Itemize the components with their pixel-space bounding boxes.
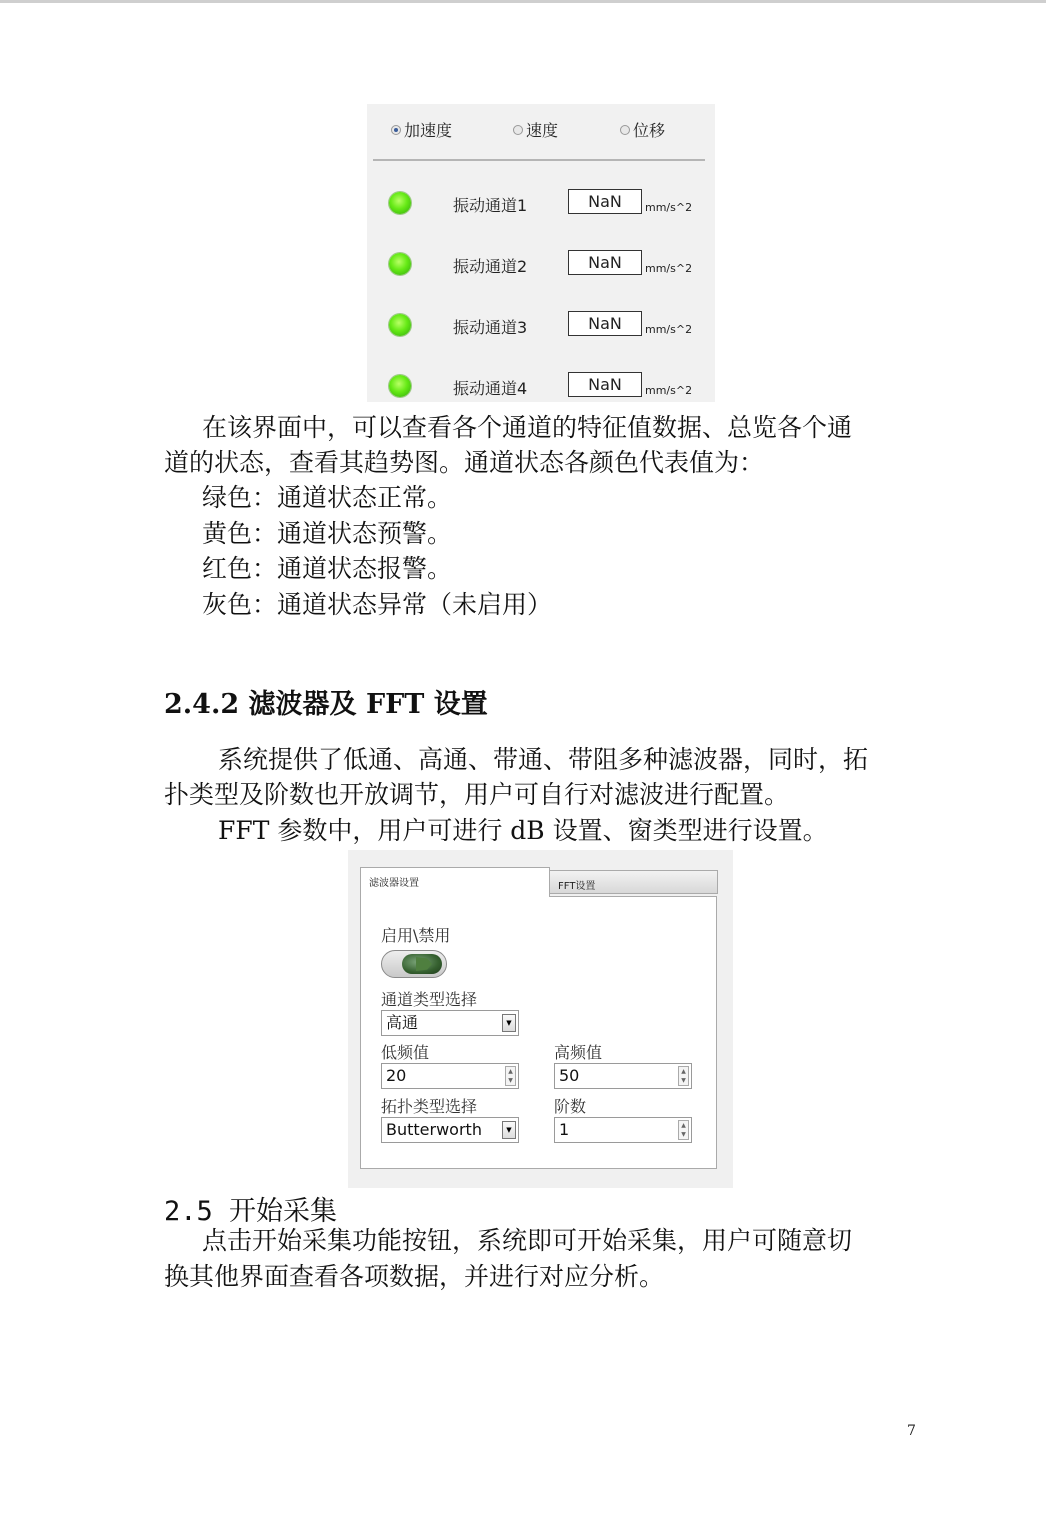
topology-select[interactable] — [381, 1117, 519, 1143]
legend-red-text: 红色：通道状态报警。 — [202, 554, 453, 583]
radio-dot-icon — [391, 125, 401, 135]
channel-unit: mm/s^2 — [645, 384, 693, 397]
status-led-icon — [389, 314, 411, 336]
spinner-icon[interactable]: ▲ ▼ — [505, 1066, 516, 1086]
radio-dot-icon — [620, 125, 630, 135]
radio-label: 速度 — [526, 121, 559, 140]
channel-value-field: NaN — [568, 250, 642, 275]
radio-velocity[interactable] — [513, 118, 558, 141]
paragraph-line: 换其他界面查看各项数据，并进行对应分析。 — [164, 1262, 665, 1291]
page-number: 7 — [907, 1423, 916, 1439]
low-freq-input[interactable] — [381, 1063, 519, 1089]
channel-row — [367, 372, 715, 402]
channel-value-field: NaN — [568, 189, 642, 214]
channel-type-label: 通道类型选择 — [381, 990, 478, 1009]
status-led-icon — [389, 192, 411, 214]
legend-yellow-text: 黄色：通道状态预警。 — [202, 519, 453, 548]
paragraph-line: 道的状态，查看其趋势图。通道状态各颜色代表值为： — [164, 448, 765, 477]
status-led-icon — [389, 375, 411, 397]
channel-row — [367, 189, 715, 219]
section-heading-2-5: 2.5 开始采集 — [164, 1196, 338, 1227]
high-freq-input[interactable] — [554, 1063, 692, 1089]
order-value: 1 — [559, 1120, 570, 1139]
channel-row — [367, 250, 715, 280]
topology-label: 拓扑类型选择 — [381, 1097, 478, 1116]
measurement-type-radio-group — [367, 118, 715, 142]
spinner-icon[interactable]: ▲ ▼ — [678, 1120, 689, 1140]
channel-name: 振动通道1 — [453, 196, 528, 215]
filter-settings-panel — [348, 850, 733, 1188]
radio-acceleration[interactable] — [391, 118, 452, 141]
channel-type-value: 高通 — [386, 1013, 419, 1032]
enable-toggle[interactable] — [381, 950, 447, 978]
section-heading-2-4-2: 2.4.2 滤波器及 FFT 设置 — [164, 689, 488, 720]
channel-unit: mm/s^2 — [645, 323, 693, 336]
enable-label: 启用\禁用 — [381, 926, 451, 945]
legend-gray-text: 灰色：通道状态异常（未启用） — [202, 590, 553, 619]
radio-label: 位移 — [633, 121, 666, 140]
radio-label: 加速度 — [404, 121, 453, 140]
paragraph-line: 在该界面中，可以查看各个通道的特征值数据、总览各个通 — [202, 413, 853, 442]
channel-type-select[interactable] — [381, 1010, 519, 1036]
channel-name: 振动通道4 — [453, 379, 528, 398]
topology-value: Butterworth — [386, 1120, 482, 1139]
channel-unit: mm/s^2 — [645, 201, 693, 214]
channel-name: 振动通道3 — [453, 318, 528, 337]
legend-green-text: 绿色：通道状态正常。 — [202, 483, 453, 512]
low-freq-label: 低频值 — [381, 1043, 430, 1062]
high-freq-label: 高频值 — [554, 1043, 603, 1062]
paragraph-line: 系统提供了低通、高通、带通、带阻多种滤波器，同时，拓 — [218, 745, 869, 774]
paragraph-line: FFT 参数中，用户可进行 dB 设置、窗类型进行设置。 — [218, 816, 828, 845]
dropdown-arrow-icon[interactable]: ▼ — [502, 1121, 516, 1139]
toggle-knob-icon — [402, 954, 442, 974]
order-label: 阶数 — [554, 1097, 587, 1116]
divider — [373, 159, 705, 161]
channel-unit: mm/s^2 — [645, 262, 693, 275]
radio-displacement[interactable] — [620, 118, 665, 141]
channel-value-field: NaN — [568, 372, 642, 397]
channel-row — [367, 311, 715, 341]
paragraph-line: 点击开始采集功能按钮，系统即可开始采集，用户可随意切 — [202, 1226, 853, 1255]
high-freq-value: 50 — [559, 1066, 580, 1085]
low-freq-value: 20 — [386, 1066, 407, 1085]
channel-value-field: NaN — [568, 311, 642, 336]
tab-fft-settings[interactable]: FFT设置 — [549, 870, 718, 894]
channel-name: 振动通道2 — [453, 257, 528, 276]
dropdown-arrow-icon[interactable]: ▼ — [502, 1014, 516, 1032]
channel-status-panel — [367, 104, 715, 402]
status-led-icon — [389, 253, 411, 275]
spinner-icon[interactable]: ▲ ▼ — [678, 1066, 689, 1086]
radio-dot-icon — [513, 125, 523, 135]
paragraph-line: 扑类型及阶数也开放调节，用户可自行对滤波进行配置。 — [164, 780, 790, 809]
page-top-border — [0, 0, 1046, 3]
order-input[interactable] — [554, 1117, 692, 1143]
tab-filter-settings[interactable]: 滤波器设置 — [360, 867, 550, 897]
